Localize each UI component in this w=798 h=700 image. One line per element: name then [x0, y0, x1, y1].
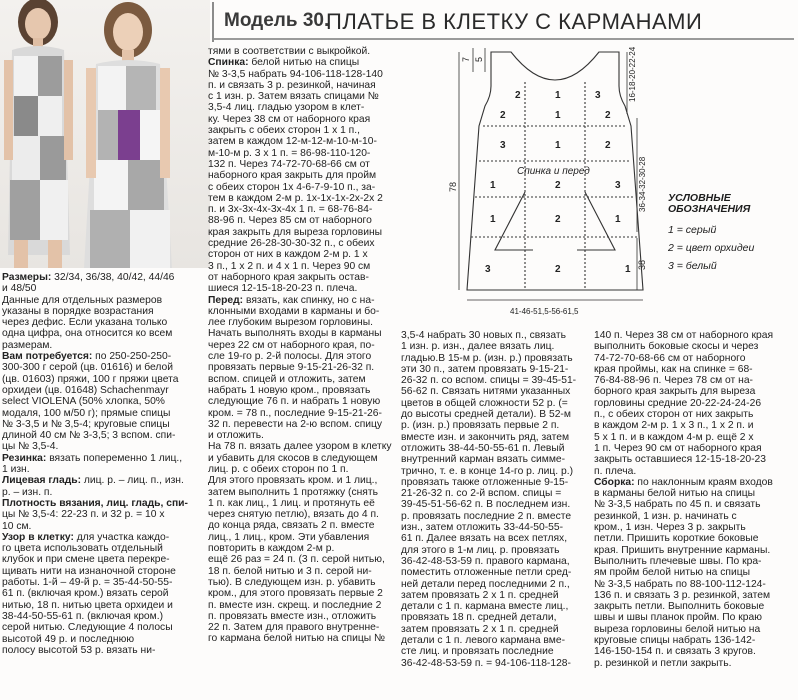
text-line: ещё 26 раз = 24 п. (3 п. серой нитью, [208, 554, 385, 566]
text-line: провязать 18 п. средней детали, [401, 612, 557, 624]
text-line: № 3-3,5 набрать 94-106-118-128-140 [208, 68, 383, 80]
text-line: 1 изн. [2, 464, 30, 476]
text-line: горловины средние 20-22-24-24-26 [594, 397, 762, 409]
text-line: закрыть с обеих сторон 1 х 1 п., [208, 125, 360, 137]
text-line: п. провязать вместе изн., отложить [208, 610, 377, 622]
text-line: 3,5-4 набрать 30 новых п., связать [401, 330, 566, 341]
text-line: детали с 1 п. левого кармана вме- [401, 635, 566, 647]
text-line: ям пройм белой нитью на спицы [594, 567, 751, 579]
text-line: р. резинкой и петли закрыть. [594, 657, 732, 669]
text-line: одна цифра, она относится ко всем [2, 328, 173, 340]
text-line: р. – изн. п. [2, 486, 53, 498]
text-line: Сборка: по наклонным краям входов [594, 476, 773, 488]
text-line: резинкой, 1 изн. р. начинать с [594, 510, 737, 522]
text-line: Размеры: 32/34, 36/38, 40/42, 44/46 [2, 272, 175, 283]
text-line: шиеся 12-15-18-20-23 п. плеча. [208, 283, 358, 295]
page-header [214, 6, 794, 40]
dim-height: 78 [448, 181, 458, 192]
text-line: работы. 1-й – 49-й р. = 35-44-50-55- [2, 577, 173, 589]
pattern-diagram [448, 42, 655, 328]
text-line: Резинка: вязать попеременно 1 лиц., [2, 452, 183, 464]
text-line: указаны в порядке возрастания [2, 305, 154, 317]
text-line: цы № 3,5-4. [2, 441, 59, 453]
text-line: выполнить боковые скосы и через [594, 341, 759, 353]
text-line: 1 п. Через 90 см от наборного края [594, 442, 762, 454]
text-line: внутренний карман вязать симме- [401, 454, 566, 466]
text-line: ней детали перед последними 2 п., [401, 578, 570, 590]
dim-top-right: 5 [474, 56, 484, 62]
text-line: п. вместе изн. скрещ. и последние 2 [208, 599, 382, 611]
text-line: выреза горловины белой нитью на [594, 623, 761, 635]
text-line: клонными входами в карманы и бо- [208, 305, 380, 317]
text-line: с обеих сторон 1х 4-6-7-9-10 п., за- [208, 181, 376, 193]
text-column-4 [594, 330, 794, 669]
text-line: 3 п., 1 х 2 п. и 4 х 1 п. Через 90 см [208, 260, 371, 272]
text-line: 300-300 г серой (цв. 01616) и белой [2, 362, 174, 374]
text-line: Для этого провязать кром. и 1 лиц., [208, 475, 378, 487]
diagram-label: Спинка и перед [517, 166, 590, 177]
page-title: ПЛАТЬЕ В КЛЕТКУ С КАРМАНАМИ [326, 9, 703, 34]
text-line: 3,5-4 лиц. гладью узором в клет- [208, 102, 365, 114]
text-line: 22 п. Затем для правого внутренне- [208, 622, 380, 634]
legend-item: 3 = белый [668, 260, 717, 272]
text-line: полосу высотой 53 р. вязать ни- [2, 644, 156, 656]
text-line: провязать также отложенные 9-15- [401, 476, 569, 488]
text-line: цветов в общей сложности 52 р. (= [401, 397, 568, 409]
text-line: затем выполнить 1 протяжку (снять [208, 486, 378, 498]
text-line: 32 п. перевести на 2-ю вспом. спицу [208, 418, 383, 430]
text-line: 76-84-88-96 п. Через 78 см от на- [594, 375, 753, 387]
text-line: затем провязать 2 х 1 п. средней [401, 623, 559, 635]
text-line: швы и швы планок пройм. По краю [594, 612, 762, 624]
text-line: 1 изн. р. изн., далее вязать лиц. [401, 341, 555, 353]
text-line: сторон от них в каждом 2-м р. 1 х [208, 249, 368, 261]
text-line: в каждом 2-м р. 1 х 3 п., 1 х 2 п. и [594, 420, 754, 432]
diagram-cell-number: 2 [555, 214, 561, 225]
text-line: круговые спицы набрать 136-142- [594, 635, 756, 647]
dim-side: 36-34-32-30-28 [638, 156, 647, 212]
text-line: 5 х 1 п. и в каждом 4-м р. ещё 2 х [594, 431, 754, 443]
text-line: п. плеча. [594, 465, 637, 477]
text-line: 140 п. Через 38 см от наборного края [594, 330, 774, 341]
text-line: клубок и при смене цвета перекре- [2, 554, 170, 566]
text-line: края закрыть для выреза горловины [208, 226, 383, 238]
text-line: Лицевая гладь: лиц. р. – лиц. п., изн. [2, 475, 184, 487]
text-line: модаля, 100 м/50 г); прямые спицы [2, 407, 171, 419]
diagram-cell-number: 1 [615, 214, 621, 225]
text-line: 136 п. и связать 3 р. резинкой, затем [594, 589, 771, 601]
text-line: 146-150-154 п. и связать 3 кругов. [594, 646, 756, 658]
diagram-cell-number: 1 [555, 90, 561, 101]
text-column-3 [401, 330, 591, 669]
text-line: р. провязать последние 2 п. вместе [401, 510, 572, 522]
text-line: длиной 40 см № 3-3,5; 3 вспом. спи- [2, 430, 176, 442]
text-line: 56-62 п. Связать нитями указанных [401, 386, 571, 398]
text-line: через снятую петлю), вязать до 4 п. [208, 509, 379, 521]
text-line: 61 п. Далее вязать на всех петлях, [401, 533, 568, 545]
text-line: набрать 1 новую кром., провязать [208, 384, 371, 396]
text-line: до конца ряда, связать 2 п. вместе [208, 520, 375, 532]
text-line: края. Пришить внутренние карманы. [594, 544, 771, 556]
text-line: го кармана белой нитью на спицы № [208, 633, 386, 645]
dim-armhole: 16-18-20-22-24 [628, 46, 637, 102]
diagram-cell-number: 2 [515, 90, 521, 101]
text-line: затем провязать 2 х 1 п. средней [401, 589, 559, 601]
text-line: 36-42-48-53-59 п. правого кармана, [401, 555, 570, 567]
text-line: и 48/50 [2, 283, 37, 295]
diagram-cell-number: 2 [555, 180, 561, 191]
text-line: 38-44-50-55-61 п. (включая кром.) [2, 610, 164, 622]
text-line: лее глубоким вырезом горловины. [208, 317, 373, 329]
text-line: сле 19-го р. 2-й полосы. Для этого [208, 351, 372, 363]
text-line: щивать нити на изнаночной стороне [2, 565, 176, 577]
text-line: от наборного края закрыть остав- [208, 271, 369, 283]
text-line: Выполнить плечевые швы. По кра- [594, 555, 762, 567]
text-line: тями в соответствии с выкройкой. [208, 46, 371, 57]
diagram-cell-number: 2 [605, 110, 611, 121]
text-line: го цвета использовать отдельный [2, 543, 163, 555]
text-line: через 22 см от наборного края, по- [208, 339, 375, 351]
text-line: Данные для отдельных размеров [2, 294, 163, 306]
text-line: 88-96 п. Через 85 см от наборного [208, 215, 372, 227]
text-line: трично, т. е. в конце 14-го р. лиц. р.) [401, 465, 574, 477]
text-line: борного края закрыть для выреза [594, 386, 756, 398]
text-line: тем в каждом 2-м р. 1х-1х-1х-2х-2х 2 [208, 192, 383, 204]
text-line: изн., затем отложить 33-44-50-55- [401, 522, 564, 534]
text-line: повторить в каждом 2-м р. [208, 543, 335, 555]
text-line: Узор в клетку: для участка каждо- [2, 531, 170, 543]
text-line: детали с 1 п. кармана вместе лиц., [401, 601, 569, 613]
text-line: орхидеи (цв. 01648) Schachenmayr [2, 384, 169, 396]
text-line: края проймы, как на спинке = 68- [594, 363, 753, 375]
diagram-cell-number: 3 [485, 264, 491, 275]
legend-item: 1 = серый [668, 224, 717, 236]
text-line: с 1 изн. р. Затем вязать спицами № [208, 91, 379, 103]
diagram-cell-number: 1 [490, 214, 496, 225]
model-photo [0, 0, 210, 268]
text-line: размерам. [2, 339, 53, 351]
text-line: сте лиц. и провязать последние [401, 646, 554, 658]
text-line: п., с обеих сторон от них закрыть [594, 409, 754, 421]
text-line: № 3-3,5 набрать по 45 п. и связать [594, 499, 761, 511]
text-line: 61 п. (включая кром.) вязать серой [2, 588, 169, 600]
text-line: 21-26-32 п. со 2-й вспом. спицы = [401, 488, 562, 500]
diagram-cell-number: 2 [605, 140, 611, 151]
text-line: № 3-3,5 и № 3,5-4; круговые спицы [2, 418, 170, 430]
diagram-cell-number: 2 [500, 110, 506, 121]
text-line: 1 п. как лиц., 1 лиц. и протянуть её [208, 497, 375, 509]
text-column-2 [208, 46, 398, 645]
text-line: 18 п. белой нитью и 3 п. серой ни- [208, 565, 372, 577]
text-line: через дефис. Если указана только [2, 317, 168, 329]
diagram-cell-number: 3 [615, 180, 621, 191]
text-line: кром., для этого провязать первые 2 [208, 588, 383, 600]
legend-item: 2 = цвет орхидеи [668, 242, 755, 254]
text-line: наборного края закрыть для пройм [208, 170, 377, 182]
text-line: поместить отложенные петли сред- [401, 567, 572, 579]
text-line: (цв. 01603) пряжи, 100 г пряжи цвета [2, 373, 179, 385]
text-line: 26-32 п. со вспом. спицы = 39-45-51- [401, 375, 577, 387]
legend-title-1: УСЛОВНЫЕ [668, 192, 731, 204]
diagram-cell-number: 1 [625, 264, 631, 275]
text-line: select VIOLENA (50% хлопка, 50% [2, 396, 165, 408]
legend [668, 193, 792, 275]
text-line: провязать первые 9-15-21-26-32 п. [208, 362, 375, 374]
text-line: тью). В следующем изн. р. убавить [208, 576, 376, 588]
text-line: Плотность вязания, лиц. гладь, спи- [2, 497, 188, 509]
text-line: Спинка: белой нитью на спицы [208, 57, 360, 69]
text-line: вспом. спицей и отложить, затем [208, 373, 366, 385]
text-line: гладью.В 15-м р. (изн. р.) провязать [401, 352, 573, 364]
text-line: затем в каждом 12-м-12-м-10-м-10- [208, 136, 377, 148]
text-line: 132 п. Через 74-72-70-68-66 см от [208, 158, 370, 170]
dim-top-left: 7 [461, 56, 471, 62]
legend-title-2: ОБОЗНАЧЕНИЯ [668, 203, 751, 215]
text-line: Перед: вязать, как спинку, но с на- [208, 294, 375, 306]
text-line: следующие 76 п. и набрать 1 новую [208, 396, 381, 408]
text-line: п. и связать 3 р. резинкой, начиная [208, 79, 376, 91]
diagram-cell-number: 2 [555, 264, 561, 275]
text-column-1 [2, 272, 202, 656]
text-line: высотой 49 р. и последнюю [2, 633, 135, 645]
text-line: Начать выполнять входы в карманы [208, 328, 382, 340]
text-line: до высоты средней детали). В 52-м [401, 409, 571, 421]
text-line: № 3-3,5 набрать по 88-100-112-124- [594, 578, 766, 590]
text-line: эти 30 п., затем провязать 9-15-21- [401, 363, 569, 375]
diagram-cell-number: 1 [555, 140, 561, 151]
text-line: отложить 38-44-50-55-61 п. Левый [401, 442, 565, 454]
text-line: средние 26-28-30-30-32 п., с обеих [208, 238, 375, 250]
text-line: вместе изн. и закончить ряд, затем [401, 431, 570, 443]
diagram-cell-number: 1 [555, 110, 561, 121]
text-line: 10 см. [2, 520, 32, 532]
text-line: серой нитью. Следующие 4 полосы [2, 622, 173, 634]
text-line: кром. = 78 п., последние 9-15-21-26- [208, 407, 382, 419]
text-line: 74-72-70-68-66 см от наборного [594, 352, 746, 364]
text-line: кром., 1 изн. Через 3 р. закрыть [594, 522, 746, 534]
text-line: закрыть оставшиеся 12-15-18-20-23 [594, 454, 767, 466]
diagram-cell-number: 1 [490, 180, 496, 191]
text-line: петли. Пришить короткие боковые [594, 533, 759, 545]
text-line: закрыть петли. Выполнить боковые [594, 601, 765, 613]
text-line: Вам потребуется: по 250-250-250- [2, 351, 172, 363]
text-line: нитью, 18 п. нитью цвета орхидеи и [2, 599, 173, 611]
text-line: в карманы белой нитью на спицы [594, 488, 756, 500]
text-line: ку. Через 38 см от наборного края [208, 113, 371, 125]
diagram-cell-number: 3 [595, 90, 601, 101]
text-line: п. и 3х-3х-4х-3х-4х 1 п. = 68-76-84- [208, 204, 373, 216]
text-line: лиц., 1 лиц., кром. Эти убавления [208, 531, 370, 543]
dim-width: 41-46-51,5-56-61,5 [510, 307, 579, 316]
dim-bottom: 38 [637, 259, 647, 270]
text-line: На 78 п. вязать далее узором в клетку [208, 441, 392, 453]
dress-photo-image [0, 0, 210, 268]
text-line: цы № 3,5-4: 22-23 п. и 32 р. = 10 х [2, 509, 165, 521]
text-line: м-10-м р. 3 х 1 п. = 86-98-110-120- [208, 147, 371, 159]
model-number: Модель 30. [224, 10, 330, 31]
text-line: лиц. р. с обеих сторон по 1 п. [208, 463, 349, 475]
text-line: 36-42-48-53-59 п. = 94-106-118-128- [401, 657, 571, 669]
text-line: для этого в 1-м лиц. р. провязать [401, 544, 560, 556]
diagram-cell-number: 3 [500, 140, 506, 151]
text-line: р. (изн. р.) провязать первые 2 п. [401, 420, 560, 432]
text-line: 39-45-51-56-62 п. В последнем изн. [401, 499, 571, 511]
text-line: и убавить для скосов в следующем [208, 452, 378, 464]
text-line: и отложить. [208, 430, 264, 442]
